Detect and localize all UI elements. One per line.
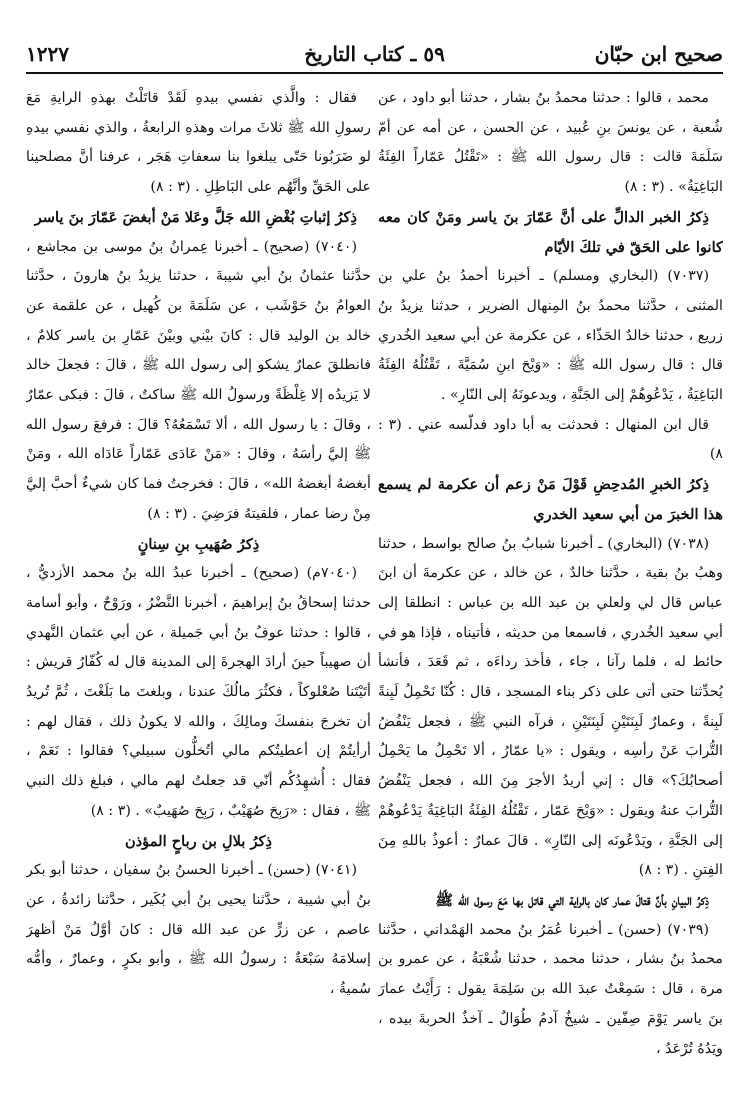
section-heading: ذِكرُ إثباتِ بُغْضِ الله جَلَّ وعَلا مَنْ أبغضَ عَمّارَ بنَ ياسر [34, 208, 357, 226]
section-heading: ذِكرُ بلالِ بن رباحٍ المؤذن [124, 832, 273, 850]
hadith-note: قال ابن المنهال : فحدثت به أبا داود فدلّسه عني . (٣ : ٨) [378, 416, 723, 463]
section-heading: ذِكرُ صُهَيبِ بنِ سِنانٍ [137, 535, 260, 553]
section-heading: ذِكرُ البيانِ بأنَّ قتالَ عمار كان بالراية التي قاتل بها مَعَ رسول الله ﷺ [435, 891, 709, 909]
hadith-text: (٧٠٤٠م) (صحيح) ـ أخبرنا عبدُ الله بنُ محمد الأزديُّ ، حدثنا إسحاقُ بنُ إبراهيمَ ، أخبرنا النَّضْرُ ، ورَوْحٌ ، وأبو أسامة ، قالوا : حدثنا عوفُ بنُ أبي جَميلة ، عن أبي عثمان النَّهدي أن صهيباً حينَ أرادَ الهجرةَ إلى المدينة قال له كُفّارُ قريش : أتَيْتَنا صُعْلوكاً ، فكثُرَ مالُكَ عندنا ، وبلغتَ ما بَلَغْتَ ، ثُمَّ تُريدُ أن تخرجَ بنفسكَ ومالِكَ ، والله لا يكونُ ذلك ، فقال لهم : أرأيتُمْ إن أعطيتُكم مالي أتُخلُّون سبيلي؟ فقالوا : نَعَمْ ، فقال : أُشهِدُكُم أنّي قد جعلتُ لهم مالي ، فبلغ ذلك النبي ﷺ ، فقال : «رَبِحَ صُهَيْبٌ ، رَبِحَ صُهَيبٌ» . (٣ : ٨) [26, 565, 371, 819]
section-heading: ذِكرُ الخبرِ المُدحِضِ قَوْلَ مَنْ زعم أن عكرمة لم يسمع هذا الخبرَ من أبي سعيد الخدري [378, 476, 723, 523]
book-title: صحيح ابن حبّان [594, 42, 723, 66]
hadith-text: (٧٠٤٠) (صحيح) ـ أخبرنا عِمرانُ بنُ موسى بن مجاشع ، حدَّثنا عثمانُ بنُ أبي شيبةَ ، حدثنا يزيدُ بنُ هارونَ ، حدَّثنا العوامُ بنُ حَوْشَب ، عن سَلَمَةَ بن كُهيل ، عن علقمة عن خالد بن الوليد قال : كانَ بيْني وبيْنَ عَمّارِ بن ياسر كلامٌ ، فانطلقَ عمارٌ يشكو إلى رسول الله ﷺ ، قالَ : فجعلَ خالد لا يَزيدُه إلا غِلْظَةً ورسولُ الله ﷺ ساكتٌ ، قالَ : فبكى عمّارٌ ، وقالَ : يا رسول الله ، ألا تَسْمَعُهُ؟ قالَ : فرفعَ رسول الله ﷺ إليَّ رأسَهُ ، وقالَ : «مَنْ عَادَى عَمّاراً عَادَاه الله ، ومَنْ أبغضهُ أبغضهُ الله» ، قالَ : فخرجتُ فما كان شيءٌ أحبَّ إليَّ مِنْ رضا عمار ، فلقيتهُ فرَضِيَ . (٣ : ٨) [26, 238, 371, 522]
section-heading: ذِكرُ الخبر الدالِّ على أنَّ عَمّارَ بنَ ياسر ومَنْ كان معه كانوا على الحَقّ في تلكَ الأيّام [378, 208, 723, 256]
hadith-text: (٧٠٣٧) (البخاري ومسلم) ـ أخبرنا أحمدُ بنُ علي بن المثنى ، حدَّثنا محمدُ بنُ المِنهال الضرير ، حدثنا يزيدُ بنُ زريع ، حدثنا خالدٌ الحَذّاء ، عن عكرمة عن أبي سعيد الخُدري قال : قال رسول الله ﷺ : «وَيْحَ ابنِ سُمَيَّةَ ، تَقْتُلُهُ الفِئَةُ البَاغِيَةُ ، يَدْعُوهُمْ إلى الجَنَّةِ ، ويدعونَهُ إلى النّارِ» . [378, 268, 723, 404]
hadith-text: (٧٠٤١) (حسن) ـ أخبرنا الحسنُ بنُ سفيان ، حدثنا أبو بكر بنُ أبي شيبة ، حدَّثنا يحيى بنُ أبي بُكَير ، حدَّثنا زائدةُ ، عن عاصم ، عن زرٍّ عن عبد الله قال : كانَ أوَّلُ مَنْ أظهرَ إسلامَهُ سَبْعَةٌ : رسولُ الله ﷺ ، وأبو بكرٍ ، وعمارٌ ، وأمُّه سُميةُ ، [26, 862, 371, 998]
left-column [26, 84, 371, 1094]
chapter-title: ٥٩ ـ كتاب التاريخ [304, 42, 445, 66]
page-number: ١٢٢٧ [26, 42, 69, 66]
hadith-text: محمد ، قالوا : حدثنا محمدُ بنُ بشار ، حدثنا أبو داود ، عن شُعبة ، عن يونسَ بنِ عُبيد ، عن الحسن ، عن أمه عن أمّ سَلَمَةَ قالت : قال رسول الله ﷺ : «تَقْتُلُ عَمّاراً الفِئَةُ البَاغِيَةُ» . (٣ : ٨) [378, 90, 723, 196]
hadith-text: (٧٠٣٩) (حسن) ـ أخبرنا عُمَرُ بنُ محمد الهَمْداني ، حدَّثنا محمدُ بنُ بشار ، حدثنا محمد ، حدثنا شُعْبَةُ ، عن عمرو بن مرة ، قال : سَمِعْتُ عبدَ الله بن سَلِمَةَ يقول : رَأَيْتُ عمارَ بنَ ياسر يَوْمَ صِفّين ـ شيخٌ آدمُ طُوَالٌ ـ آخذٌ الحربةَ بيده ، ويَدُهُ تُرْعَدُ ، [378, 921, 723, 1057]
hadith-text: فقال : والَّذي نفسي بيدهِ لَقَدْ قاتَلْتُ بهذهِ الرايةِ مَعَ رسولِ الله ﷺ ثلاثَ مرات وهذهِ الرابعةُ ، والذي نفسي بيدهِ لو ضَرَبُونا حَتّى يبلغوا بنا سعفاتِ هَجَر ، عرفنا أنَّ مصلحينا على الحَقِّ وأنَّهُم على البَاطِلِ . (٣ : ٨) [26, 90, 371, 196]
header-divider [26, 72, 723, 74]
page-header [26, 40, 723, 74]
hadith-text: (٧٠٣٨) (البخاري) ـ أخبرنا شبابُ بنُ صالح بواسط ، حدثنا وهبُ بنُ بقية ، حدَّثنا خالدٌ ، عن خالد ، عن عكرمةَ أن ابنَ عباس قال لي ولعلي بن عبد الله بن عباس : انطلقا إلى أبي سعيد الخُدري ، فاسمعا من حديثه ، فأتيناه ، فإذا هو في حائط له ، فلما رآنا ، جاء ، فأخذ رداءَه ، ثم قَعَدَ ، فأنشأ يُحدِّثنا حتى أتى على ذكر بناء المسجد ، قال : كُنّا نَحْمِلُ لَبِنةً لَبِنةً ، وعمارٌ لَبِنَتَيْنِ لَبِنَتَيْنِ ، فرآه النبي ﷺ ، فجعل يَنْفُضُ التُّرابَ عَنْ رأسِه ، ويقول : «يا عمّارُ ، ألا تَحْمِلُ ما يَحْمِلُ أصحابُكَ؟» قال : إني أريدُ الأجرَ مِنَ الله ، فجعل يَنْفُضُ التُّرابَ عنهُ ويقول : «وَيْحَ عَمّار ، تَقْتُلُهُ الفِئَةُ البَاغِيَةُ يَدْعُوهُمْ إلى الجَنَّةِ ، ويَدْعُونَه إلى النّارِ» . قالَ عمارٌ : أعوذُ باللهِ مِنَ الفِتنِ . (٣ : ٨) [378, 535, 723, 879]
right-column [378, 84, 723, 1094]
